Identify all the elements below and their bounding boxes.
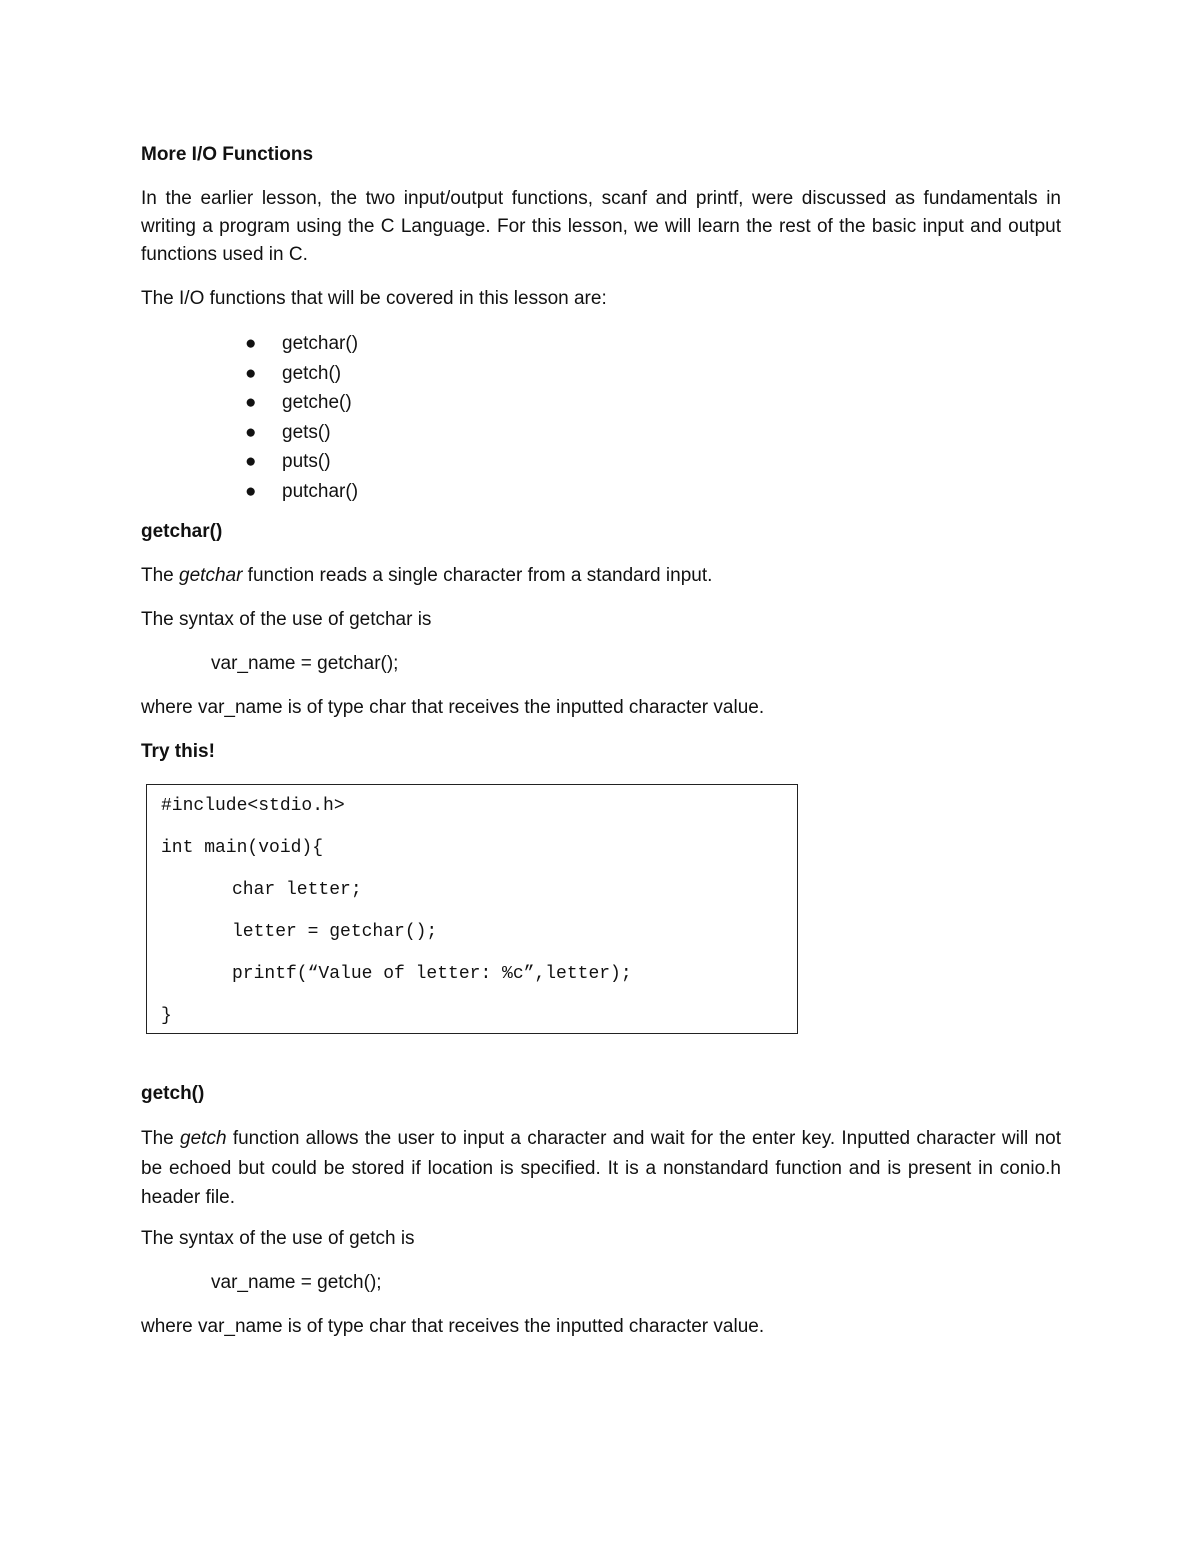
bullet-icon: ● <box>245 451 257 472</box>
code-line: int main(void){ <box>161 838 324 858</box>
bullet-icon: ● <box>245 362 257 384</box>
getchar-note: where var_name is of type char that receives the inputted character value. <box>141 697 765 718</box>
bullet-icon: ● <box>245 421 257 443</box>
getch-description <box>141 1124 1061 1213</box>
list-item-label: puts() <box>282 451 331 472</box>
getchar-syntax-intro: The syntax of the use of getchar is <box>141 609 432 630</box>
getch-heading: getch() <box>141 1083 205 1104</box>
getch-syntax-intro: The syntax of the use of getch is <box>141 1227 415 1249</box>
spacer <box>141 1034 1061 1080</box>
list-item <box>141 477 1061 507</box>
intro-paragraph: In the earlier lesson, the two input/output functions, scanf and printf, were discussed as fundamentals in writing a program using the C Language. For this lesson, we will learn the rest of the basic input and output functions used in C. <box>141 188 1061 265</box>
list-item <box>141 329 1061 359</box>
getchar-desc-term: getchar <box>179 565 243 586</box>
getchar-desc-prefix: The <box>141 565 180 586</box>
list-item <box>141 388 1061 418</box>
document-content <box>141 141 1061 1341</box>
code-line: #include<stdio.h> <box>161 796 345 816</box>
getchar-description <box>141 562 1061 590</box>
list-item <box>141 447 1061 477</box>
getch-desc-term: getch <box>180 1128 227 1149</box>
document-title: More I/O Functions <box>141 144 314 165</box>
bullet-icon: ● <box>245 333 257 354</box>
code-line: } <box>161 1006 172 1026</box>
covered-functions-intro: The I/O functions that will be covered in this lesson are: <box>141 288 607 309</box>
list-item-label: getch() <box>282 362 342 384</box>
list-item-label: getchar() <box>282 333 359 354</box>
list-item-label: gets() <box>282 421 331 443</box>
getchar-desc-suffix: function reads a single character from a standard input. <box>242 565 713 586</box>
getch-note: where var_name is of type char that receives the inputted character value. <box>141 1315 765 1337</box>
code-example-box <box>146 784 798 1034</box>
getchar-heading: getchar() <box>141 521 223 542</box>
getch-desc-prefix: The <box>141 1128 181 1149</box>
functions-list <box>141 329 1061 506</box>
bullet-icon: ● <box>245 392 257 413</box>
getch-syntax: var_name = getch(); <box>211 1271 382 1293</box>
try-this-label: Try this! <box>141 741 215 762</box>
list-item-label: putchar() <box>282 480 359 502</box>
getchar-syntax: var_name = getchar(); <box>211 653 399 674</box>
getch-desc-suffix: function allows the user to input a character and wait for the enter key. Inputted character will not be echoed but could be stored if location is specified. It is a nonstandard function and is present in conio.h header file. <box>141 1128 1061 1208</box>
bullet-icon: ● <box>245 480 257 502</box>
list-item <box>141 359 1061 389</box>
code-line: letter = getchar(); <box>232 922 438 942</box>
code-line: printf(“Value of letter: %c”,letter); <box>232 964 632 984</box>
code-line: char letter; <box>232 880 362 900</box>
list-item-label: getche() <box>282 392 352 413</box>
list-item <box>141 418 1061 448</box>
